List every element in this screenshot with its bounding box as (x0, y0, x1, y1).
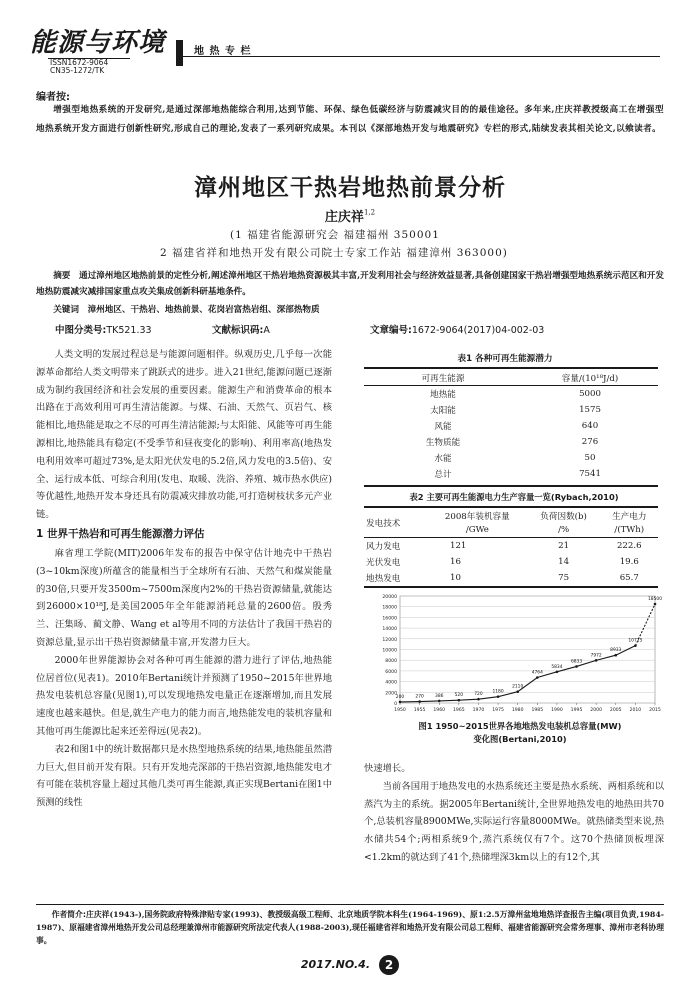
table1-cell-name: 风能 (434, 422, 452, 432)
x-tick-label: 1980 (511, 708, 524, 713)
keywords-text: 漳州地区、干热岩、地热前景、花岗岩富热岩组、深部热物质 (87, 305, 320, 315)
data-label: 10715 (628, 638, 643, 644)
body-paragraph: 人类文明的发展过程总是与能源问题相伴。纵观历史,几乎每一次能源革命都给人类文明带来了跳跃式的进步。进入21世纪,能源问题已逐渐成为制约我国经济和社会发展的重要因素。能源生产和消费革命的根本出路在于高效利用可再生清洁能源。与煤、石油、天然气、页岩气、核能相比,地热能是取之不尽的可再生清洁能源;与太阳能、风能等可再生能源相比,地热能具有稳定(不受季节和昼夜变化的影响)、利用率高(地热发电利用效率可超过73%,是太阳光伏发电的5.2倍,风力发电的3.5倍)、安全、运行成本低、可综合利用(发电、取暖、洗浴、养殖、城市热水供应)等优越性,地热开发本身还具有防震减灾排放功能,可打造树枝状多元产业链。 (36, 349, 332, 521)
table2-caption: 表2 主要可再生能源电力生产容量一览(Rybach,2010) (409, 492, 619, 502)
page-number: 2 (379, 955, 399, 975)
x-tick-label: 1985 (531, 708, 544, 713)
table2-cell-tech: 地热发电 (366, 574, 401, 584)
doc-code (212, 322, 270, 336)
x-tick-label: 1965 (452, 708, 465, 713)
editor-note-label: 编者按: (36, 92, 70, 103)
page-footer (0, 954, 700, 975)
y-tick-label: 6000 (385, 669, 397, 675)
author-sup: 1,2 (363, 208, 376, 217)
table2-cell-load: 75 (558, 573, 570, 583)
y-tick-label: 20000 (382, 595, 397, 600)
data-point (399, 701, 402, 704)
table2-cell-capacity: 121 (450, 541, 467, 551)
data-point (595, 659, 598, 662)
table1-cell-name: 生物质能 (425, 438, 461, 448)
x-tick-label: 2015 (649, 708, 661, 713)
data-label: 1180 (492, 689, 504, 695)
x-tick-label: 1970 (472, 708, 485, 713)
table1-header-source: 可再生能源 (421, 373, 465, 384)
y-tick-label: 16000 (382, 616, 397, 622)
article-no-value: 1672-9064(2017)04-002-03 (411, 325, 545, 336)
x-tick-label: 1995 (570, 708, 583, 713)
x-tick-label: 2005 (609, 708, 622, 713)
y-tick-label: 10000 (382, 648, 397, 654)
data-label: 6833 (570, 659, 583, 665)
abstract-label: 摘要 (53, 271, 71, 281)
table2-header-tech: 发电技术 (366, 519, 401, 529)
table2 (364, 509, 658, 586)
y-tick-label: 4000 (385, 680, 397, 686)
data-point (497, 695, 500, 698)
cn-text: CN35-1272/TK (50, 66, 105, 75)
data-point (614, 654, 617, 657)
table1-bottom-rule (364, 485, 658, 487)
data-point (438, 700, 441, 703)
table2-cell-tech: 风力发电 (366, 542, 401, 552)
table1-cell-name: 水能 (434, 454, 452, 464)
data-point (477, 698, 480, 701)
editor-note-text: 增强型地热系统的开发研究,是通过深部地热能综合利用,达到节能、环保、绿色低碳经济与防震减灾目的的最佳途径。多年来,庄庆祥教授级高工在增强型地热系统开发方面进行创新性研究,形成自己的理论,发表了一系列研究成果。本刊以《深部地热开发与地震研究》专栏的形式,陆续发表其相关论文,以飨读者。 (36, 105, 664, 134)
body-paragraph: 麻省理工学院(MIT)2006年发布的报告中保守估计地壳中干热岩(3~10km深度)所蕴含的能量相当于全球所有石油、天然气和煤炭能量的30倍,只要开发3500m~7500m深度内2%的干热岩资源储量,就能达到26000×10¹⁸J,是美国2005年全年能源消耗总量的2600倍。殷秀兰、汪集旸、蔺文静、Wang et al等用不同的方法估计了我国干热岩的资源总量,显示出干热岩资源储量丰富,开发潜力巨大。 (36, 547, 332, 648)
journal-name: 能源与环境 (30, 28, 166, 58)
section-heading: 1 世界干热岩和可再生能源潜力评估 (36, 527, 205, 540)
column-label: 地 热 专 栏 (194, 46, 252, 57)
data-label: 18500 (648, 597, 662, 603)
affiliation-2: 2 福建省祥和地热开发有限公司院士专家工作站 福建漳州 363000) (160, 247, 508, 259)
footnote (36, 908, 664, 947)
x-tick-label: 1990 (551, 708, 563, 713)
table1-cell-name: 地热能 (430, 390, 456, 400)
data-label: 386 (435, 693, 444, 699)
data-label: 4764 (531, 670, 543, 676)
body-paragraph: 2000年世界能源协会对各种可再生能源的潜力进行了评估,地热能位居首位(见表1)。2010年Bertani统计并预测了1950~2015年世界地热发电装机总容量(见图1),可以发现地热发电量正在逐渐增加,而且发展速度也越来越快。但是,就生产电力的能力而言,地热能发电的装机容量和其他可再生能源比起来还差得远(见表2)。 (36, 654, 332, 737)
table2-header-capacity: 2008年装机容量 (444, 512, 510, 522)
y-tick-label: 12000 (382, 637, 397, 643)
data-point (418, 700, 421, 703)
data-point (536, 676, 539, 679)
data-point (634, 644, 637, 647)
body-paragraph: 快速增长。 (364, 763, 411, 774)
y-tick-label: 0 (394, 702, 397, 707)
article-title: 漳州地区干热岩地热前景分析 (194, 175, 506, 201)
data-point (654, 603, 657, 606)
footnote-rule (36, 904, 664, 905)
abstract (36, 268, 664, 300)
data-label: 5834 (551, 664, 563, 670)
table2-header-power: 生产电力 (612, 512, 647, 522)
clc-value: TK521.33 (106, 325, 152, 336)
x-tick-label: 1950 (394, 708, 406, 713)
table1-cell-name: 太阳能 (430, 406, 456, 416)
table2-header-power-unit: /(TWh) (614, 525, 645, 535)
table2-cell-power: 19.6 (619, 557, 639, 567)
table1-cell-value: 7541 (579, 469, 601, 479)
data-label: 200 (395, 694, 405, 700)
x-tick-label: 1955 (413, 708, 426, 713)
table1 (364, 370, 658, 482)
table2-cell-power: 65.7 (619, 573, 639, 583)
figure1-caption-line2: 变化图(Bertani,2010) (473, 734, 567, 744)
table2-top-rule (364, 506, 658, 508)
clc (55, 322, 152, 336)
x-tick-label: 1975 (492, 708, 504, 713)
data-label: 7972 (590, 653, 602, 659)
body-paragraph: 当前各国用于地热发电的水热系统还主要是热水系统、两相系统和以蒸汽为主的系统。据2005年Bertani统计,全世界地热发电的地热田共70个,总装机容量8900MWe,实际运行容量8000MWe。就热储类型来说,热水储共54个;两相系统9个,蒸汽系统仅有7个。这70个热储顶板埋深<1.2km的就达到了41个,热储埋深3km以上的有12个,其 (364, 780, 664, 863)
issue-label: 2017.NO.4. (300, 958, 371, 971)
left-column (36, 346, 332, 812)
table2-cell-load: 14 (558, 557, 570, 567)
table1-cell-value: 640 (581, 421, 599, 431)
data-point (516, 690, 519, 693)
table2-header-capacity-unit: /GWe (465, 525, 489, 535)
table1-cell-name: 总计 (434, 470, 452, 480)
table2-cell-load: 21 (558, 541, 570, 551)
figure1-caption-line1: 图1 1950~2015世界各地地热发电装机总容量(MW) (418, 721, 622, 731)
table2-header-load-unit: /% (558, 525, 570, 535)
data-point (575, 665, 578, 668)
article-no-label: 文章编号: (370, 325, 412, 336)
data-label: 720 (474, 692, 483, 698)
table1-cell-value: 5000 (579, 389, 601, 399)
table2-cell-power: 222.6 (616, 541, 642, 551)
table1-caption: 表1 各种可再生能源潜力 (457, 354, 553, 364)
journal-logo (30, 28, 170, 76)
data-label: 270 (415, 694, 424, 700)
doc-code-value: A (263, 325, 270, 336)
keywords-label: 关键词 (53, 305, 79, 315)
footnote-text: 庄庆祥(1943-),国务院政府特殊津贴专家(1993)、教授级高级工程师、北京地质学院本科生(1964-1969)、原1:2.5万漳州盆地地热详查报告主编(项目负责,1984-1987)、原福建省漳州地热开发公司总经理兼漳州市能源研究所法定代表人(1988-2003),现任福建省祥和地热开发有限公司总工程师、福建省能源研究会常务理事、漳州市老科协理事。 (36, 910, 665, 945)
footnote-label: 作者简介: (51, 910, 86, 919)
table2-cell-capacity: 16 (450, 557, 461, 567)
abstract-text: 通过漳州地区地热前景的定性分析,阐述漳州地区干热岩地热资源极其丰富,开发利用社会与经济效益显著,具备创建国家干热岩增强型地热系统示范区和开发地热防震减灾减排国家重点攻关集成创新科研基地条件。 (36, 271, 664, 297)
table1-cell-value: 276 (581, 437, 599, 447)
table1-cell-value: 50 (584, 453, 596, 463)
doc-code-label: 文献标识码: (212, 325, 264, 336)
table2-cell-tech: 光伏发电 (366, 558, 401, 568)
data-label: 2110 (512, 684, 524, 690)
article-no (370, 322, 544, 336)
data-label: 520 (454, 693, 464, 699)
table2-cell-capacity: 10 (450, 573, 461, 583)
table1-top-rule (364, 367, 658, 369)
issn-text: ISSN1672-9064 (50, 58, 109, 67)
y-tick-label: 14000 (382, 627, 397, 633)
y-tick-label: 2000 (385, 691, 397, 697)
x-tick-label: 1960 (433, 708, 446, 713)
table2-header-load: 负荷因数(b) (540, 512, 587, 522)
author-line (0, 206, 700, 225)
data-point (556, 670, 559, 673)
keywords (36, 302, 664, 318)
figure1-chart (360, 588, 670, 718)
table1-cell-value: 1575 (579, 405, 601, 415)
author-name: 庄庆祥 (324, 210, 364, 225)
data-label: 8933 (610, 648, 622, 654)
right-column-text (364, 760, 664, 867)
data-point (458, 699, 461, 702)
y-tick-label: 8000 (385, 659, 397, 665)
x-tick-label: 2010 (629, 708, 642, 713)
header-bar (176, 40, 183, 66)
body-paragraph: 表2和图1中的统计数据都只是水热型地热系统的结果,地热能虽然潜力巨大,但目前开发有限。只有开发地壳深部的干热岩资源,地热能发电才有可能在装机容量上超过其他几类可再生能源,真正实现Bertani在图1中预测的线性 (36, 743, 332, 809)
header-rule (180, 56, 660, 57)
affiliation-1: (1 福建省能源研究会 福建福州 350001 (230, 229, 440, 241)
table1-header-capacity: 容量/(10¹⁸J/d) (561, 373, 619, 384)
clc-label: 中图分类号: (55, 325, 107, 336)
x-tick-label: 2000 (590, 708, 603, 713)
y-tick-label: 18000 (382, 605, 397, 611)
